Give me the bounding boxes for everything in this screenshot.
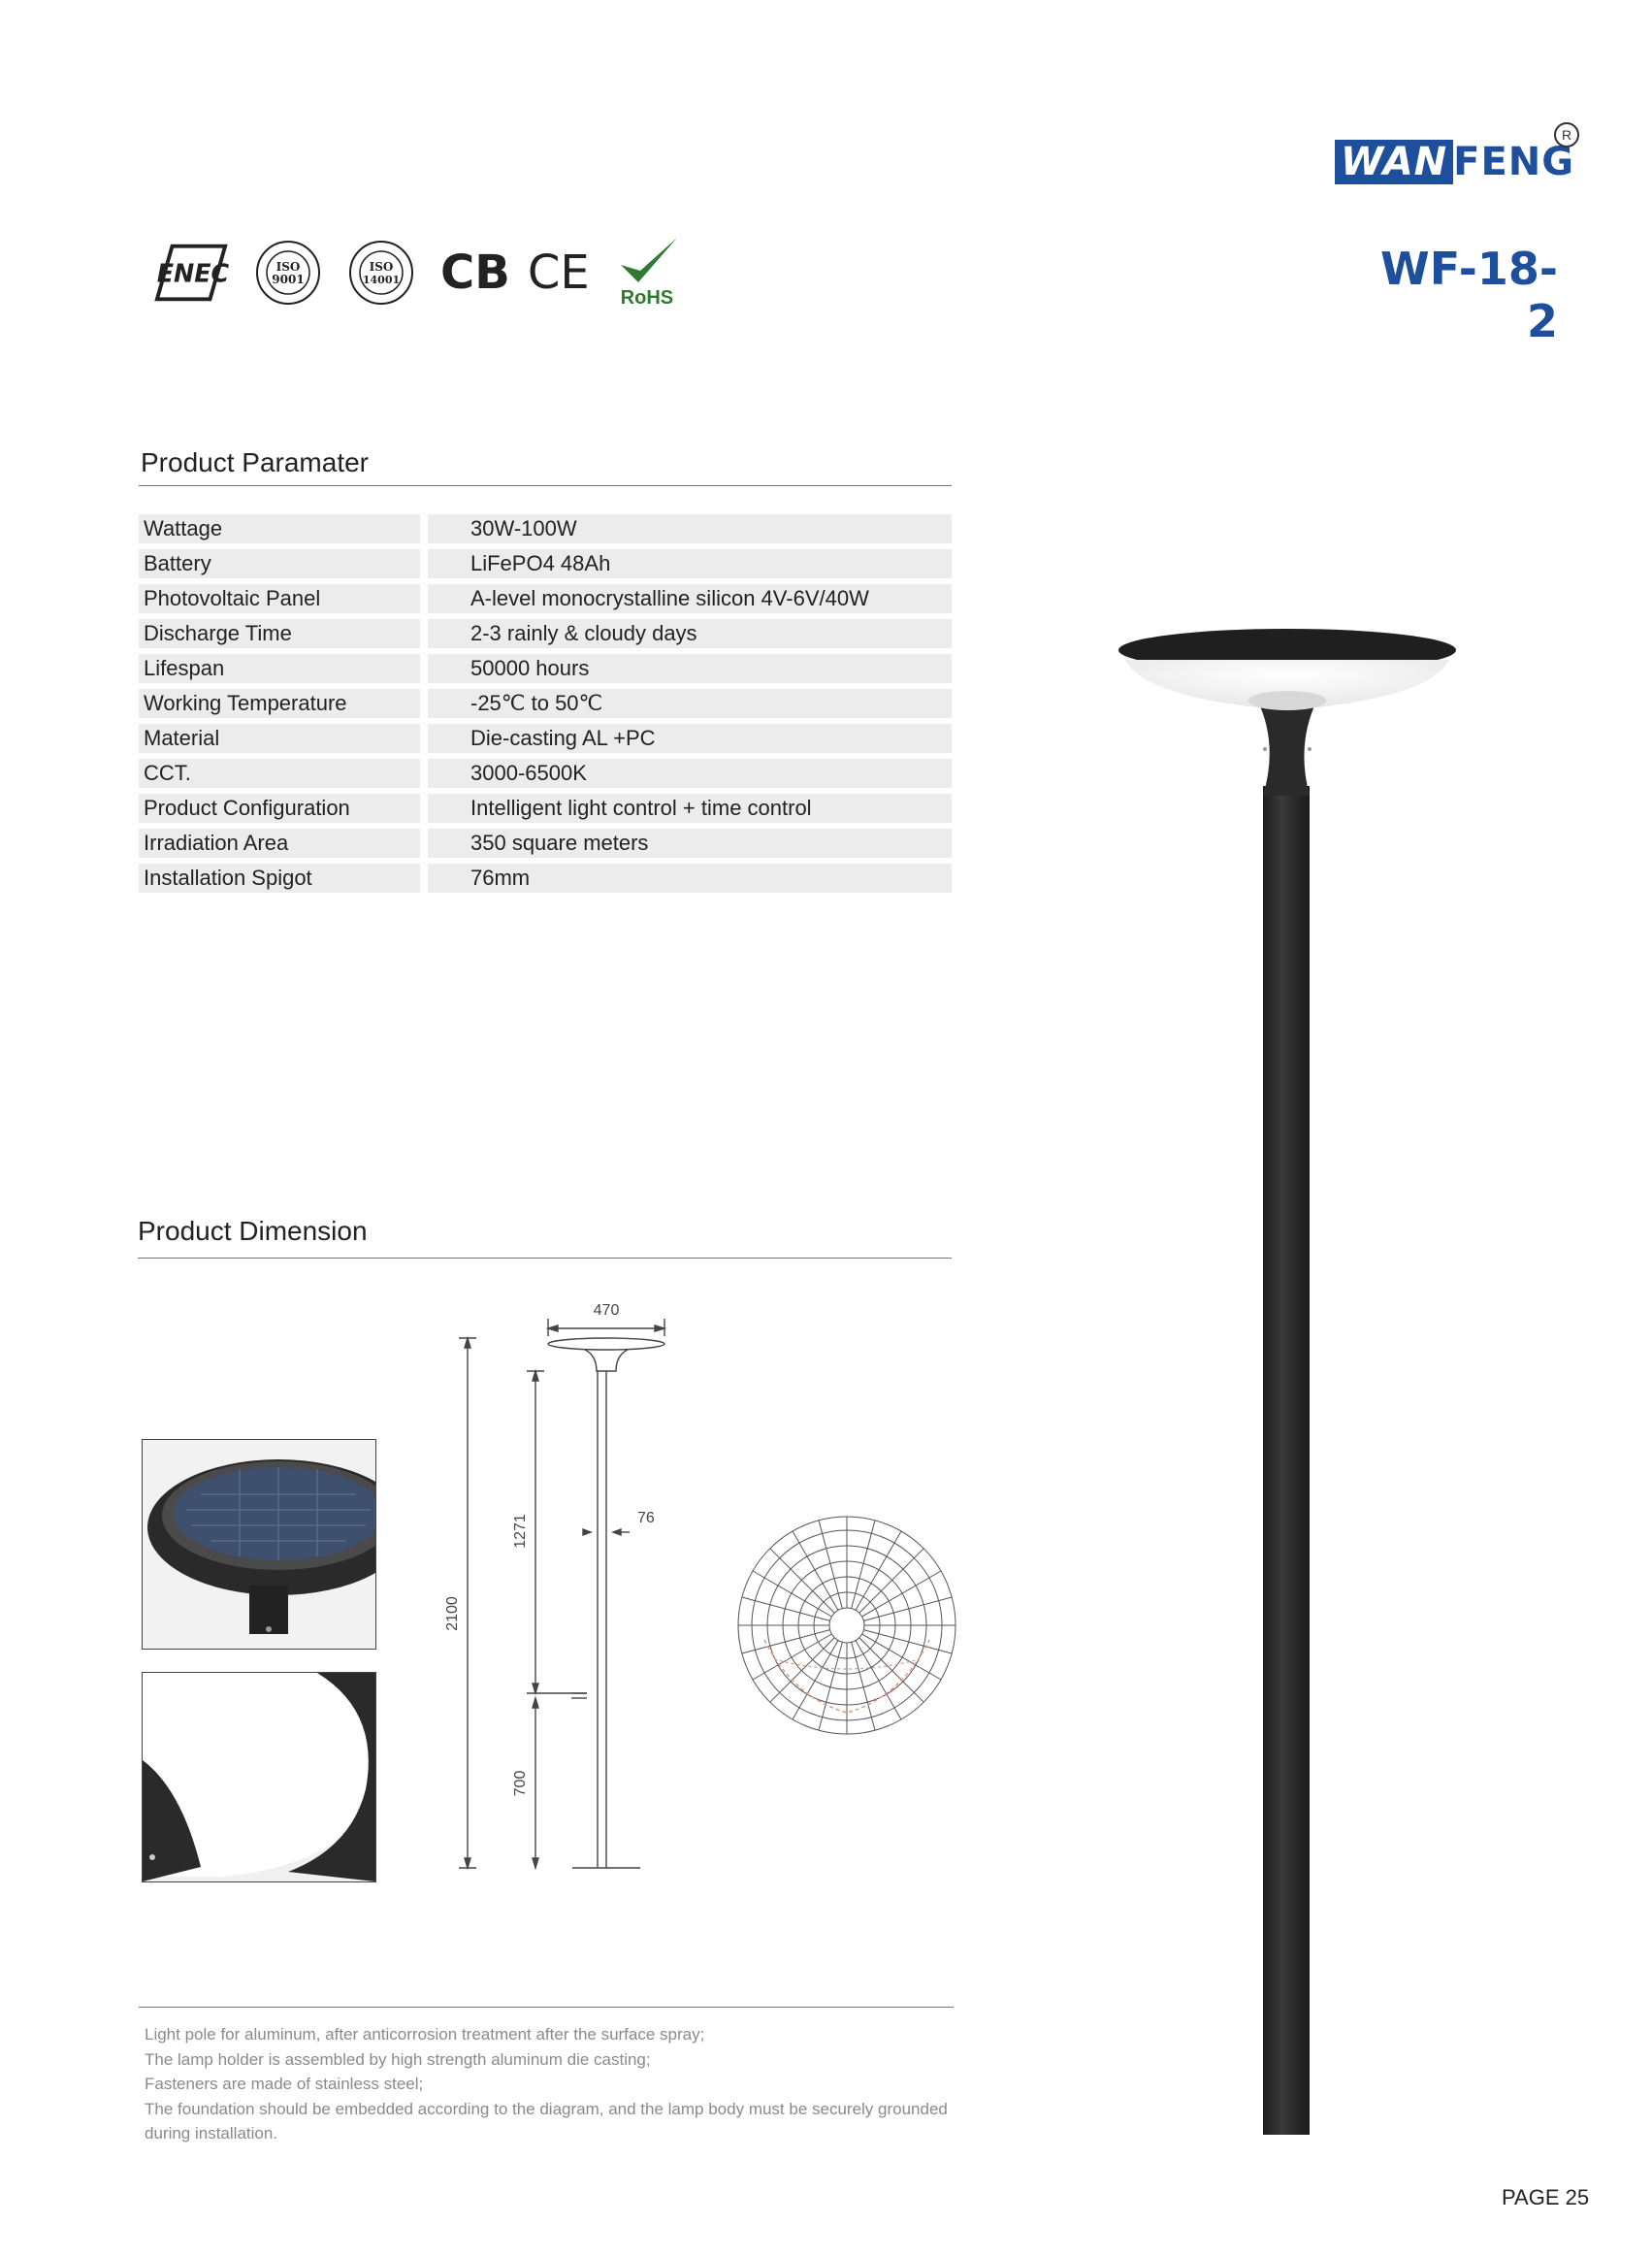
parameter-label: Installation Spigot [139, 864, 420, 893]
parameter-label: Material [139, 724, 420, 753]
parameter-value: -25℃ to 50℃ [428, 689, 952, 718]
notes-rule [139, 2007, 954, 2008]
parameter-gap [420, 514, 428, 543]
dim-total-height-label: 2100 [444, 1596, 461, 1631]
product-image [1106, 602, 1474, 2144]
parameter-gap [420, 654, 428, 683]
parameter-value: Intelligent light control + time control [428, 794, 952, 823]
parameter-label: Product Configuration [139, 794, 420, 823]
parameter-row [139, 654, 952, 683]
dim-width-label: 470 [593, 1302, 620, 1319]
parameter-value: 76mm [428, 864, 952, 893]
parameter-row [139, 864, 952, 893]
parameter-label: Discharge Time [139, 619, 420, 648]
check-icon [615, 234, 683, 292]
parameter-value: 2-3 rainly & cloudy days [428, 619, 952, 648]
note-line: The foundation should be embedded according to the diagram, and the lamp body must be securely grounded during installation. [145, 2099, 948, 2143]
page-number: PAGE 25 [1502, 2185, 1590, 2209]
parameter-row [139, 619, 952, 648]
rohs-label: RoHS [620, 287, 674, 309]
parameter-label: Wattage [139, 514, 420, 543]
parameter-gap [420, 549, 428, 578]
parameter-gap [420, 794, 428, 823]
dimension-drawing [441, 1293, 694, 1895]
parameter-value: Die-casting AL +PC [428, 724, 952, 753]
parameter-label: Battery [139, 549, 420, 578]
parameter-value: 3000-6500K [428, 759, 952, 788]
solar-panel-photo [142, 1439, 376, 1650]
parameter-label: CCT. [139, 759, 420, 788]
svg-text:ENEC: ENEC [156, 258, 229, 288]
brand-logo-left: WAN [1335, 140, 1453, 184]
parameter-label: Irradiation Area [139, 829, 420, 858]
parameters-rule [139, 485, 952, 486]
certification-logos [153, 229, 683, 316]
parameter-label: Lifespan [139, 654, 420, 683]
parameter-gap [420, 584, 428, 613]
dimension-rule [138, 1258, 952, 1259]
parameter-gap [420, 829, 428, 858]
svg-text:9001: 9001 [272, 273, 305, 286]
parameter-row [139, 584, 952, 613]
ce-logo: CE [527, 245, 590, 300]
parameter-gap [420, 864, 428, 893]
note-line: The lamp holder is assembled by high strength aluminum die casting; [145, 2049, 651, 2069]
model-number: WF-18-2 [1380, 243, 1558, 347]
notes [145, 2022, 956, 2146]
parameter-gap [420, 759, 428, 788]
parameter-value: A-level monocrystalline silicon 4V-6V/40W [428, 584, 952, 613]
brand-logo [1335, 136, 1575, 188]
rohs-logo [615, 234, 683, 311]
parameter-row [139, 794, 952, 823]
parameter-row [139, 759, 952, 788]
parameter-gap [420, 689, 428, 718]
dim-spigot-label: 76 [637, 1510, 655, 1526]
parameter-value: 350 square meters [428, 829, 952, 858]
light-distribution-diagram [735, 1514, 958, 1737]
enec-logo [153, 242, 229, 304]
dim-base-height-label: 700 [512, 1770, 529, 1797]
parameters-title: Product Paramater [141, 447, 369, 477]
iso9001-logo [254, 239, 322, 307]
cb-logo: CB [440, 245, 510, 300]
note-line: Fasteners are made of stainless steel; [145, 2075, 424, 2093]
dim-pole-height-label: 1271 [512, 1514, 529, 1549]
parameter-value: 50000 hours [428, 654, 952, 683]
parameter-label: Photovoltaic Panel [139, 584, 420, 613]
parameter-row [139, 514, 952, 543]
parameter-row [139, 689, 952, 718]
registered-mark: R [1554, 122, 1579, 147]
parameter-value: LiFePO4 48Ah [428, 549, 952, 578]
parameter-value: 30W-100W [428, 514, 952, 543]
parameter-gap [420, 619, 428, 648]
svg-text:14001: 14001 [362, 274, 401, 286]
dimension-title: Product Dimension [138, 1216, 368, 1246]
parameter-label: Working Temperature [139, 689, 420, 718]
brand-logo-right: FENG [1453, 140, 1575, 184]
parameter-row [139, 549, 952, 578]
note-line: Light pole for aluminum, after anticorrosion treatment after the surface spray; [145, 2025, 705, 2044]
svg-text:ISO: ISO [275, 260, 301, 274]
parameter-row [139, 724, 952, 753]
iso14001-logo [347, 239, 415, 307]
parameters-table [139, 508, 952, 899]
parameter-gap [420, 724, 428, 753]
svg-text:ISO: ISO [369, 260, 394, 274]
parameter-row [139, 829, 952, 858]
lamp-shade-photo [142, 1672, 376, 1882]
